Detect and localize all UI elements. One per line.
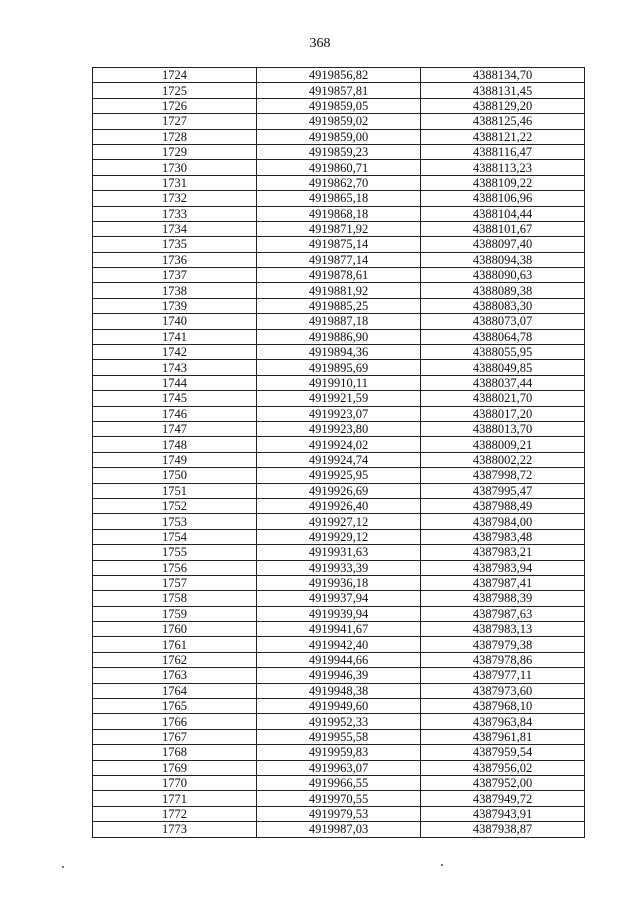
point-number-cell: 1759 xyxy=(93,606,257,621)
y-coordinate-cell: 4388106,96 xyxy=(421,191,585,206)
table-row xyxy=(93,298,585,313)
table-row xyxy=(93,468,585,483)
x-coordinate-cell: 4919963,07 xyxy=(257,760,421,775)
point-number-cell: 1736 xyxy=(93,252,257,267)
table-row xyxy=(93,591,585,606)
y-coordinate-cell: 4388134,70 xyxy=(421,68,585,83)
x-coordinate-cell: 4919949,60 xyxy=(257,699,421,714)
y-coordinate-cell: 4387987,63 xyxy=(421,606,585,621)
x-coordinate-cell: 4919924,02 xyxy=(257,437,421,452)
table-row xyxy=(93,575,585,590)
point-number-cell: 1754 xyxy=(93,529,257,544)
x-coordinate-cell: 4919885,25 xyxy=(257,298,421,313)
point-number-cell: 1768 xyxy=(93,745,257,760)
point-number-cell: 1748 xyxy=(93,437,257,452)
x-coordinate-cell: 4919926,40 xyxy=(257,498,421,513)
point-number-cell: 1731 xyxy=(93,175,257,190)
x-coordinate-cell: 4919878,61 xyxy=(257,268,421,283)
table-row xyxy=(93,191,585,206)
page-number: 368 xyxy=(309,36,331,51)
scan-speck xyxy=(62,866,64,868)
y-coordinate-cell: 4388002,22 xyxy=(421,452,585,467)
x-coordinate-cell: 4919931,63 xyxy=(257,545,421,560)
x-coordinate-cell: 4919952,33 xyxy=(257,714,421,729)
point-number-cell: 1728 xyxy=(93,129,257,144)
table-row xyxy=(93,221,585,236)
x-coordinate-cell: 4919941,67 xyxy=(257,622,421,637)
y-coordinate-cell: 4388113,23 xyxy=(421,160,585,175)
x-coordinate-cell: 4919865,18 xyxy=(257,191,421,206)
x-coordinate-cell: 4919860,71 xyxy=(257,160,421,175)
table-row xyxy=(93,699,585,714)
y-coordinate-cell: 4388121,22 xyxy=(421,129,585,144)
x-coordinate-cell: 4919894,36 xyxy=(257,345,421,360)
table-row xyxy=(93,760,585,775)
y-coordinate-cell: 4388013,70 xyxy=(421,421,585,436)
y-coordinate-cell: 4388064,78 xyxy=(421,329,585,344)
x-coordinate-cell: 4919886,90 xyxy=(257,329,421,344)
table-row xyxy=(93,129,585,144)
y-coordinate-cell: 4388101,67 xyxy=(421,221,585,236)
point-number-cell: 1765 xyxy=(93,699,257,714)
y-coordinate-cell: 4387973,60 xyxy=(421,683,585,698)
y-coordinate-cell: 4388109,22 xyxy=(421,175,585,190)
x-coordinate-cell: 4919875,14 xyxy=(257,237,421,252)
y-coordinate-cell: 4388094,38 xyxy=(421,252,585,267)
table-row xyxy=(93,144,585,159)
x-coordinate-cell: 4919859,05 xyxy=(257,98,421,113)
x-coordinate-cell: 4919944,66 xyxy=(257,652,421,667)
y-coordinate-cell: 4388131,45 xyxy=(421,83,585,98)
point-number-cell: 1757 xyxy=(93,575,257,590)
x-coordinate-cell: 4919859,00 xyxy=(257,129,421,144)
y-coordinate-cell: 4387983,13 xyxy=(421,622,585,637)
x-coordinate-cell: 4919936,18 xyxy=(257,575,421,590)
table-row xyxy=(93,791,585,806)
y-coordinate-cell: 4388083,30 xyxy=(421,298,585,313)
x-coordinate-cell: 4919927,12 xyxy=(257,514,421,529)
point-number-cell: 1724 xyxy=(93,68,257,83)
table-row xyxy=(93,268,585,283)
y-coordinate-cell: 4387963,84 xyxy=(421,714,585,729)
x-coordinate-cell: 4919946,39 xyxy=(257,668,421,683)
point-number-cell: 1726 xyxy=(93,98,257,113)
x-coordinate-cell: 4919979,53 xyxy=(257,806,421,821)
y-coordinate-cell: 4388125,46 xyxy=(421,114,585,129)
table-row xyxy=(93,806,585,821)
x-coordinate-cell: 4919923,07 xyxy=(257,406,421,421)
y-coordinate-cell: 4387983,48 xyxy=(421,529,585,544)
point-number-cell: 1753 xyxy=(93,514,257,529)
x-coordinate-cell: 4919895,69 xyxy=(257,360,421,375)
x-coordinate-cell: 4919877,14 xyxy=(257,252,421,267)
x-coordinate-cell: 4919955,58 xyxy=(257,729,421,744)
y-coordinate-cell: 4387978,86 xyxy=(421,652,585,667)
table-row xyxy=(93,560,585,575)
y-coordinate-cell: 4387988,49 xyxy=(421,498,585,513)
point-number-cell: 1730 xyxy=(93,160,257,175)
point-number-cell: 1732 xyxy=(93,191,257,206)
table-row xyxy=(93,375,585,390)
table-row xyxy=(93,668,585,683)
x-coordinate-cell: 4919862,70 xyxy=(257,175,421,190)
x-coordinate-cell: 4919929,12 xyxy=(257,529,421,544)
y-coordinate-cell: 4388073,07 xyxy=(421,314,585,329)
y-coordinate-cell: 4387988,39 xyxy=(421,591,585,606)
table-row xyxy=(93,529,585,544)
point-number-cell: 1750 xyxy=(93,468,257,483)
point-number-cell: 1734 xyxy=(93,221,257,236)
point-number-cell: 1735 xyxy=(93,237,257,252)
y-coordinate-cell: 4388089,38 xyxy=(421,283,585,298)
table-row xyxy=(93,391,585,406)
table-row xyxy=(93,514,585,529)
x-coordinate-cell: 4919887,18 xyxy=(257,314,421,329)
point-number-cell: 1762 xyxy=(93,652,257,667)
point-number-cell: 1739 xyxy=(93,298,257,313)
y-coordinate-cell: 4387961,81 xyxy=(421,729,585,744)
point-number-cell: 1737 xyxy=(93,268,257,283)
y-coordinate-cell: 4387952,00 xyxy=(421,775,585,790)
point-number-cell: 1756 xyxy=(93,560,257,575)
table-row xyxy=(93,329,585,344)
table-row xyxy=(93,775,585,790)
y-coordinate-cell: 4387938,87 xyxy=(421,822,585,837)
y-coordinate-cell: 4387998,72 xyxy=(421,468,585,483)
y-coordinate-cell: 4387987,41 xyxy=(421,575,585,590)
x-coordinate-cell: 4919926,69 xyxy=(257,483,421,498)
point-number-cell: 1729 xyxy=(93,144,257,159)
point-number-cell: 1760 xyxy=(93,622,257,637)
x-coordinate-cell: 4919859,02 xyxy=(257,114,421,129)
table-row xyxy=(93,160,585,175)
point-number-cell: 1746 xyxy=(93,406,257,421)
x-coordinate-cell: 4919966,55 xyxy=(257,775,421,790)
y-coordinate-cell: 4388021,70 xyxy=(421,391,585,406)
y-coordinate-cell: 4388090,63 xyxy=(421,268,585,283)
table-row xyxy=(93,283,585,298)
y-coordinate-cell: 4388097,40 xyxy=(421,237,585,252)
point-number-cell: 1742 xyxy=(93,345,257,360)
table-row xyxy=(93,360,585,375)
y-coordinate-cell: 4387984,00 xyxy=(421,514,585,529)
point-number-cell: 1741 xyxy=(93,329,257,344)
x-coordinate-cell: 4919871,92 xyxy=(257,221,421,236)
point-number-cell: 1763 xyxy=(93,668,257,683)
y-coordinate-cell: 4387995,47 xyxy=(421,483,585,498)
point-number-cell: 1771 xyxy=(93,791,257,806)
y-coordinate-cell: 4388104,44 xyxy=(421,206,585,221)
y-coordinate-cell: 4388017,20 xyxy=(421,406,585,421)
point-number-cell: 1773 xyxy=(93,822,257,837)
table-row xyxy=(93,622,585,637)
point-number-cell: 1772 xyxy=(93,806,257,821)
table-row xyxy=(93,483,585,498)
point-number-cell: 1770 xyxy=(93,775,257,790)
point-number-cell: 1749 xyxy=(93,452,257,467)
y-coordinate-cell: 4388116,47 xyxy=(421,144,585,159)
point-number-cell: 1767 xyxy=(93,729,257,744)
table-row xyxy=(93,437,585,452)
coordinates-table-body xyxy=(93,68,585,838)
table-row xyxy=(93,637,585,652)
coordinates-table xyxy=(92,67,585,838)
y-coordinate-cell: 4388037,44 xyxy=(421,375,585,390)
x-coordinate-cell: 4919939,94 xyxy=(257,606,421,621)
y-coordinate-cell: 4387959,54 xyxy=(421,745,585,760)
table-row xyxy=(93,83,585,98)
y-coordinate-cell: 4387968,10 xyxy=(421,699,585,714)
x-coordinate-cell: 4919859,23 xyxy=(257,144,421,159)
x-coordinate-cell: 4919881,92 xyxy=(257,283,421,298)
table-row xyxy=(93,345,585,360)
table-row xyxy=(93,252,585,267)
point-number-cell: 1738 xyxy=(93,283,257,298)
point-number-cell: 1751 xyxy=(93,483,257,498)
x-coordinate-cell: 4919933,39 xyxy=(257,560,421,575)
x-coordinate-cell: 4919959,83 xyxy=(257,745,421,760)
table-row xyxy=(93,114,585,129)
point-number-cell: 1725 xyxy=(93,83,257,98)
x-coordinate-cell: 4919987,03 xyxy=(257,822,421,837)
table-row xyxy=(93,68,585,83)
table-row xyxy=(93,498,585,513)
y-coordinate-cell: 4387943,91 xyxy=(421,806,585,821)
table-row xyxy=(93,98,585,113)
y-coordinate-cell: 4388055,95 xyxy=(421,345,585,360)
y-coordinate-cell: 4387983,21 xyxy=(421,545,585,560)
table-row xyxy=(93,745,585,760)
x-coordinate-cell: 4919923,80 xyxy=(257,421,421,436)
point-number-cell: 1727 xyxy=(93,114,257,129)
point-number-cell: 1766 xyxy=(93,714,257,729)
x-coordinate-cell: 4919924,74 xyxy=(257,452,421,467)
point-number-cell: 1764 xyxy=(93,683,257,698)
table-row xyxy=(93,406,585,421)
point-number-cell: 1744 xyxy=(93,375,257,390)
x-coordinate-cell: 4919948,38 xyxy=(257,683,421,698)
x-coordinate-cell: 4919925,95 xyxy=(257,468,421,483)
point-number-cell: 1747 xyxy=(93,421,257,436)
point-number-cell: 1752 xyxy=(93,498,257,513)
x-coordinate-cell: 4919942,40 xyxy=(257,637,421,652)
y-coordinate-cell: 4387979,38 xyxy=(421,637,585,652)
table-row xyxy=(93,452,585,467)
x-coordinate-cell: 4919937,94 xyxy=(257,591,421,606)
table-row xyxy=(93,714,585,729)
x-coordinate-cell: 4919970,55 xyxy=(257,791,421,806)
table-row xyxy=(93,237,585,252)
table-row xyxy=(93,314,585,329)
table-row xyxy=(93,652,585,667)
scan-speck xyxy=(441,864,443,866)
x-coordinate-cell: 4919921,59 xyxy=(257,391,421,406)
point-number-cell: 1755 xyxy=(93,545,257,560)
y-coordinate-cell: 4387977,11 xyxy=(421,668,585,683)
x-coordinate-cell: 4919856,82 xyxy=(257,68,421,83)
y-coordinate-cell: 4388129,20 xyxy=(421,98,585,113)
y-coordinate-cell: 4387949,72 xyxy=(421,791,585,806)
point-number-cell: 1745 xyxy=(93,391,257,406)
point-number-cell: 1758 xyxy=(93,591,257,606)
table-row xyxy=(93,421,585,436)
y-coordinate-cell: 4388009,21 xyxy=(421,437,585,452)
table-row xyxy=(93,545,585,560)
x-coordinate-cell: 4919910,11 xyxy=(257,375,421,390)
table-row xyxy=(93,206,585,221)
point-number-cell: 1740 xyxy=(93,314,257,329)
point-number-cell: 1743 xyxy=(93,360,257,375)
table-row xyxy=(93,729,585,744)
table-row xyxy=(93,175,585,190)
y-coordinate-cell: 4387983,94 xyxy=(421,560,585,575)
point-number-cell: 1769 xyxy=(93,760,257,775)
table-row xyxy=(93,606,585,621)
x-coordinate-cell: 4919857,81 xyxy=(257,83,421,98)
x-coordinate-cell: 4919868,18 xyxy=(257,206,421,221)
point-number-cell: 1733 xyxy=(93,206,257,221)
table-row xyxy=(93,822,585,837)
point-number-cell: 1761 xyxy=(93,637,257,652)
y-coordinate-cell: 4388049,85 xyxy=(421,360,585,375)
y-coordinate-cell: 4387956,02 xyxy=(421,760,585,775)
table-row xyxy=(93,683,585,698)
